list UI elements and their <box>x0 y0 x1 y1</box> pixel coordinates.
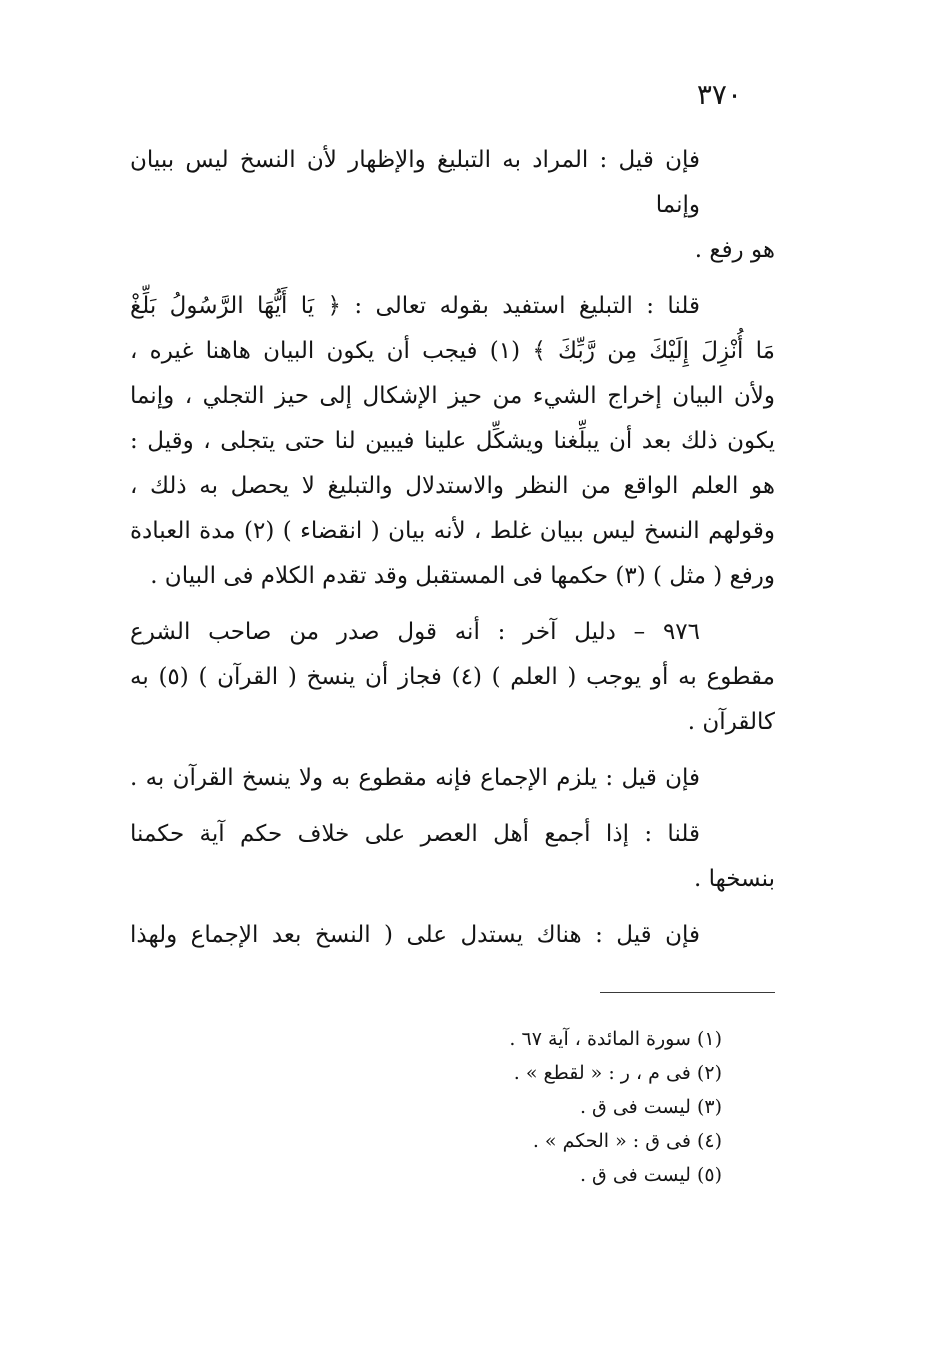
footnote-1: (١) سورة المائدة ، آية ٦٧ . <box>509 1028 722 1050</box>
paragraph-objection-1 <box>130 138 775 273</box>
text-line: ورفع ( مثل ) (٣) حكمها فى المستقبل وقد تقدم الكلام فى البيان . <box>150 563 775 589</box>
main-text <box>130 138 775 969</box>
text-line: قلنا : إذا أجمع أهل العصر على خلاف حكم آية حكمنا <box>130 821 700 847</box>
text-line: ولأن البيان إخراج الشيء من حيز الإشكال إلى حيز التجلي ، وإنما <box>130 383 775 409</box>
text-line: فإن قيل : المراد به التبليغ والإظهار لأن النسخ ليس ببيان وإنما <box>130 147 700 218</box>
paragraph-reply-2 <box>130 812 775 902</box>
paragraph-reply-1 <box>130 284 775 599</box>
footnotes-list <box>242 1022 722 1192</box>
footnote-divider <box>600 992 775 993</box>
text-line: هو العلم الواقع من النظر والاستدلال والتبليغ لا يحصل به ذلك ، <box>130 473 775 499</box>
text-line: كالقرآن . <box>687 709 775 735</box>
text-line: هو رفع . <box>694 237 775 263</box>
text-line: فإن قيل : هناك يستدل على ( النسخ بعد الإجماع ولهذا <box>130 922 700 948</box>
paragraph-evidence-976 <box>130 610 775 745</box>
footnote-5: (٥) ليست فى ق . <box>579 1164 722 1186</box>
footnote-3: (٣) ليست فى ق . <box>579 1096 722 1118</box>
text-line: مقطوع به أو يوجب ( العلم ) (٤) فجاز أن ينسخ ( القرآن ) (٥) به <box>130 664 775 690</box>
text-line: وقولهم النسخ ليس ببيان غلط ، لأنه بيان ( انقضاء ) (٢) مدة العبادة <box>130 518 776 544</box>
text-line: قلنا : التبليغ استفيد بقوله تعالى : ﴿ يَا أَيُّهَا الرَّسُولُ بَلِّغْ <box>130 293 700 319</box>
text-line: فإن قيل : يلزم الإجماع فإنه مقطوع به ولا ينسخ القرآن به . <box>130 765 700 791</box>
paragraph-objection-3 <box>130 913 775 958</box>
footnote-2: (٢) فى م ، ر : « لقطع » . <box>513 1062 722 1084</box>
text-line: يكون ذلك بعد أن يبلِّغنا ويشكِّل علينا فيبين لنا حتى يتجلى ، وقيل : <box>130 428 775 454</box>
footnote-4: (٤) فى ق : « الحكم » . <box>532 1130 722 1152</box>
text-line: مَا أُنْزِلَ إِلَيْكَ مِن رَّبِّكَ ﴾ (١) فيجب أن يكون البيان هاهنا غيره ، <box>130 338 775 364</box>
text-line: ٩٧٦ – دليل آخر : أنه قول صدر من صاحب الشرع <box>130 619 700 645</box>
text-line: بنسخها . <box>694 866 775 892</box>
page-number: ٣٧٠ <box>696 78 742 111</box>
paragraph-objection-2 <box>130 756 775 801</box>
